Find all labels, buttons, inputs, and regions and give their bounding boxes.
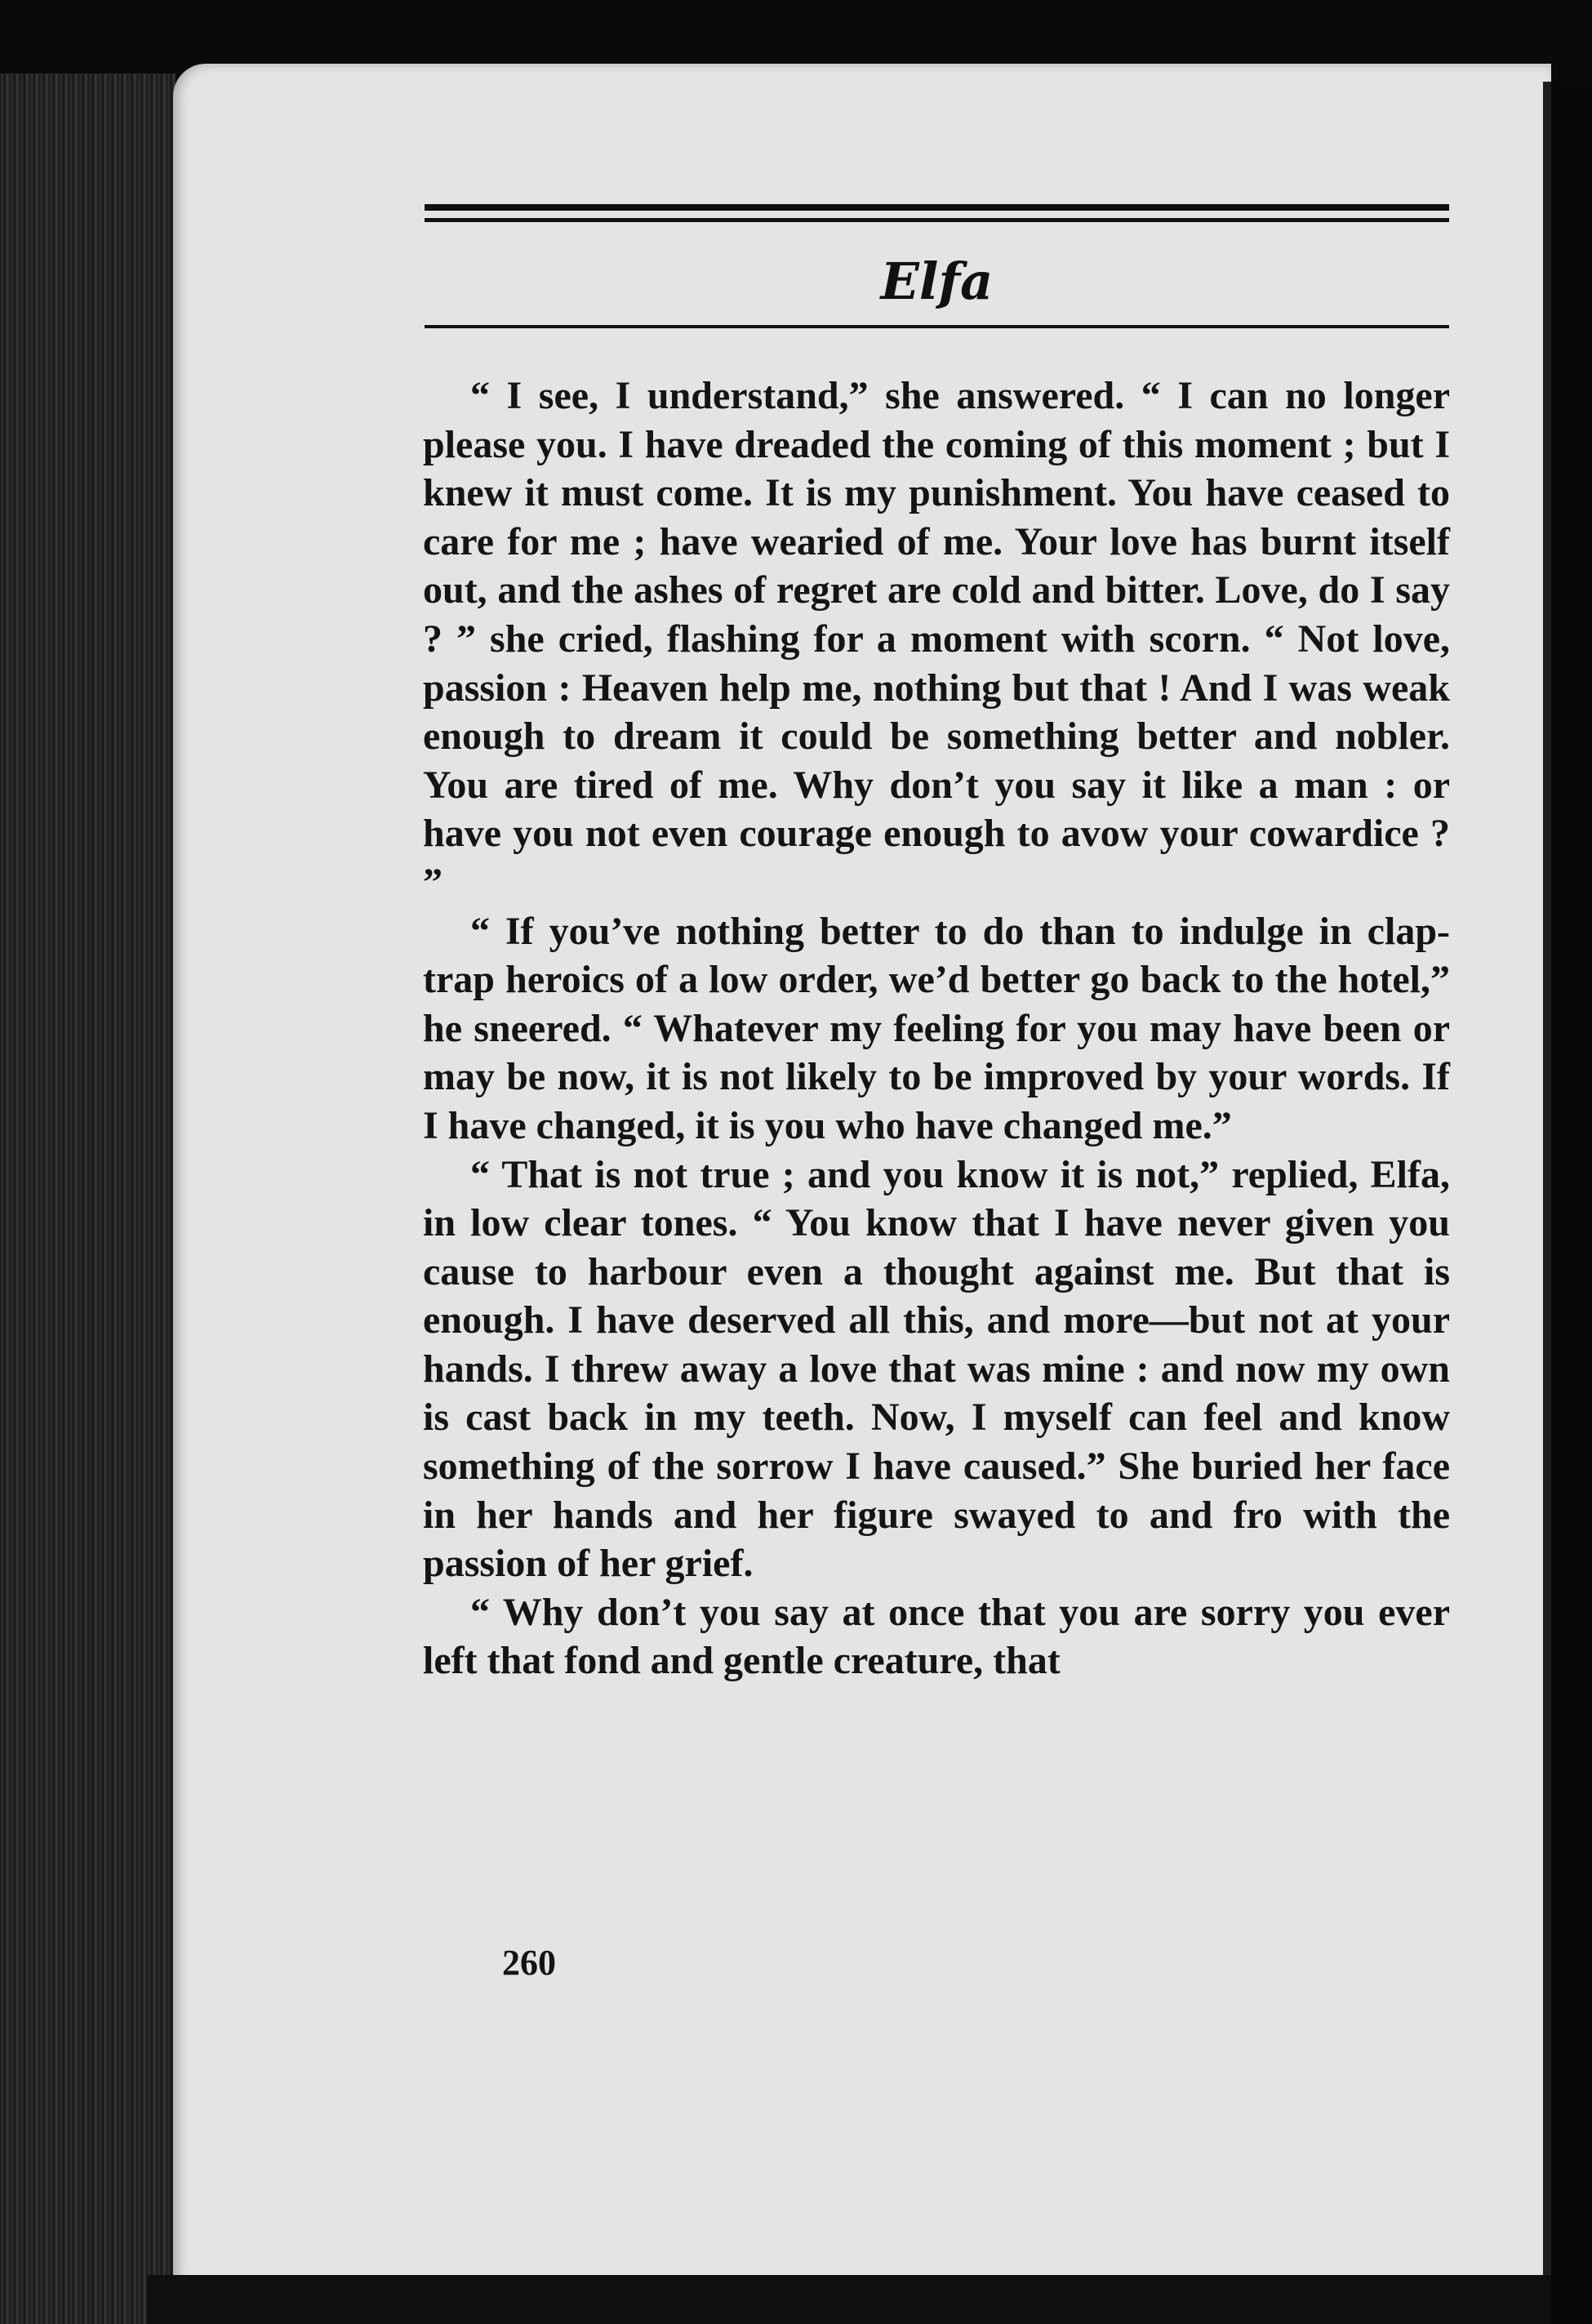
paragraph-2: “ If you’ve nothing better to do than to indulge in clap-trap heroics of a low order, we’d better go back to the hotel,” he sneered. “ Whatever my feeling for you may have been or may be now, it is not likely to be improved by your words. If I have changed, it is you who have changed me.”: [423, 909, 1450, 1147]
paragraph-4: “ Why don’t you say at once that you are sorry you ever left that fond and gentle creature, that: [423, 1590, 1450, 1683]
facing-page-edge: [1543, 82, 1592, 2324]
paragraph-3: “ That is not true ; and you know it is not,” replied, Elfa, in low clear tones. “ You know that I have never given you cause to harbour even a thought against me. But that is enough. I have deserved all this, and more—but not at your hands. I threw away a love that was mine : and now my own is cast back in my teeth. Now, I myself can feel and know something of the sorrow I have caused.” She buried her face in her hands and her figure swayed to and fro with the passion of her grief.: [423, 1152, 1450, 1586]
paragraph-1: “ I see, I understand,” she answered. “ I can no longer please you. I have dreaded the coming of this moment ; but I knew it must come. It is my punishment. You have ceased to care for me ; have wearied of me. Your love has burnt itself out, and the ashes of regret are cold and bitter. Love, do I say ? ” she cried, flashing for a moment with scorn. “ Not love, passion : Heaven help me, nothing but that ! And I was weak enough to dream it could be something better and nobler. You are tired of me. Why don’t you say it like a man : or have you not even courage enough to avow your cowardice ? ”: [423, 374, 1450, 904]
page-number: 260: [502, 1943, 556, 1983]
book-bottom-edge: [147, 2275, 1551, 2324]
body-text: [423, 372, 1450, 1685]
book-spine-edge: [0, 73, 176, 2324]
running-title: Elfa: [880, 252, 994, 311]
header-double-rule: [425, 204, 1449, 222]
header-rule: [425, 325, 1449, 328]
